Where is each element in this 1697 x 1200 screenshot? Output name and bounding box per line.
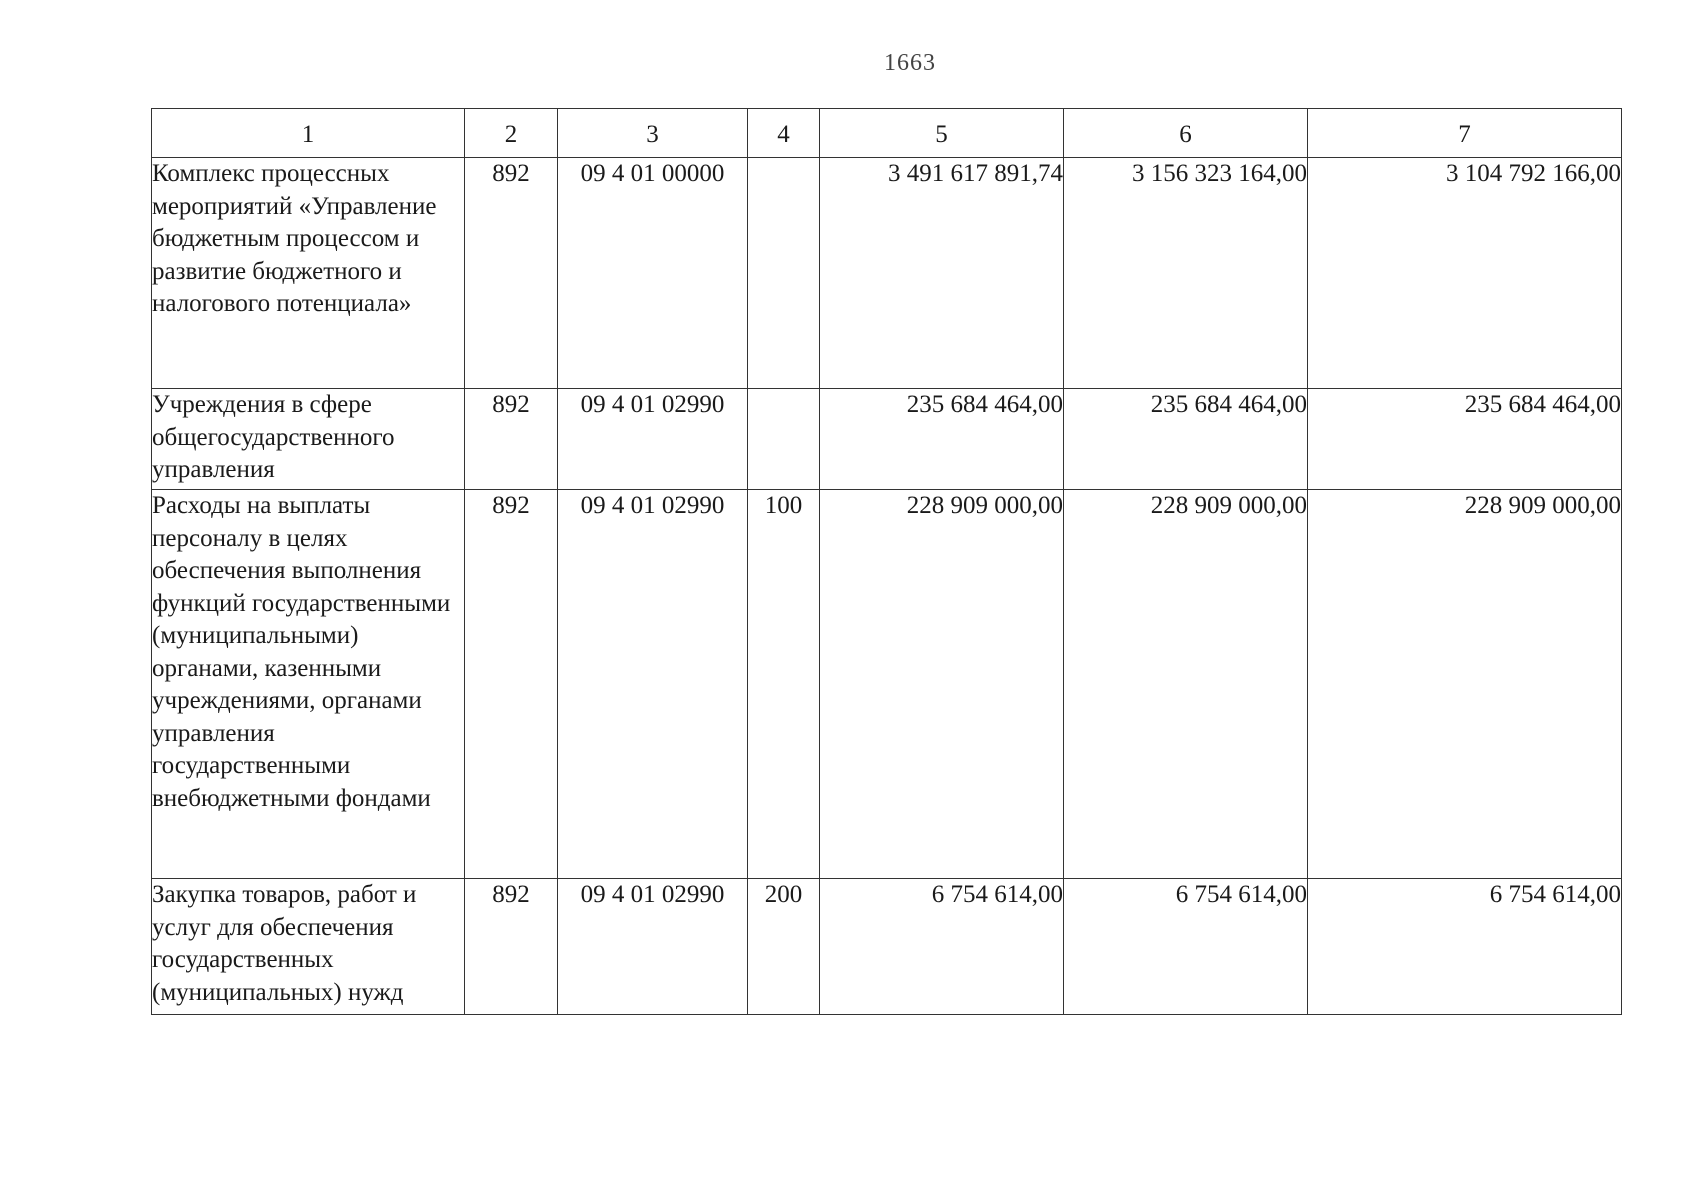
column-header: 5 — [820, 109, 1064, 158]
column-header: 6 — [1064, 109, 1308, 158]
amount-cell: 228 909 000,00 — [1064, 490, 1308, 879]
type-cell: 100 — [748, 490, 820, 879]
column-header: 1 — [152, 109, 465, 158]
row-name-cell: Учреждения в сфере общегосударственного управления — [152, 389, 465, 490]
amount-cell: 6 754 614,00 — [1308, 879, 1622, 1015]
amount-cell: 228 909 000,00 — [820, 490, 1064, 879]
page-number: 1663 — [884, 50, 936, 76]
amount-cell: 6 754 614,00 — [1064, 879, 1308, 1015]
amount-cell: 6 754 614,00 — [820, 879, 1064, 1015]
column-header: 2 — [465, 109, 558, 158]
table-header-row — [152, 109, 1622, 158]
amount-cell: 235 684 464,00 — [1308, 389, 1622, 490]
row-name-cell: Комплекс процессных мероприятий «Управление бюджетным процессом и развитие бюджетного и налогового потенциала» — [152, 158, 465, 389]
row-name-cell: Расходы на выплаты персоналу в целях обеспечения выполнения функций государственными (муниципальными) органами, казенными учреждениями, органами управления государственными внебюджетными фондами — [152, 490, 465, 879]
code-cell: 892 — [465, 158, 558, 389]
table-row — [152, 490, 1622, 879]
type-cell — [748, 389, 820, 490]
table-row — [152, 158, 1622, 389]
amount-cell: 235 684 464,00 — [1064, 389, 1308, 490]
classifier-cell: 09 4 01 02990 — [558, 389, 748, 490]
amount-cell: 235 684 464,00 — [820, 389, 1064, 490]
row-name-cell: Закупка товаров, работ и услуг для обеспечения государственных (муниципальных) нужд — [152, 879, 465, 1015]
amount-cell: 3 104 792 166,00 — [1308, 158, 1622, 389]
column-header: 3 — [558, 109, 748, 158]
classifier-cell: 09 4 01 02990 — [558, 490, 748, 879]
amount-cell: 3 491 617 891,74 — [820, 158, 1064, 389]
classifier-cell: 09 4 01 00000 — [558, 158, 748, 389]
code-cell: 892 — [465, 879, 558, 1015]
code-cell: 892 — [465, 490, 558, 879]
amount-cell: 3 156 323 164,00 — [1064, 158, 1308, 389]
type-cell — [748, 158, 820, 389]
column-header: 7 — [1308, 109, 1622, 158]
amount-cell: 228 909 000,00 — [1308, 490, 1622, 879]
code-cell: 892 — [465, 389, 558, 490]
table-row — [152, 879, 1622, 1015]
column-header: 4 — [748, 109, 820, 158]
budget-table — [151, 108, 1622, 1015]
type-cell: 200 — [748, 879, 820, 1015]
table-row — [152, 389, 1622, 490]
classifier-cell: 09 4 01 02990 — [558, 879, 748, 1015]
